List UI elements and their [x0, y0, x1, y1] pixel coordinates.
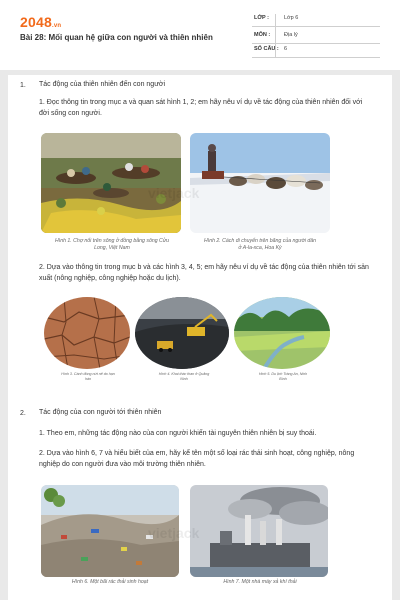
logo-text: 2048 [20, 14, 52, 30]
subject-value: Địa lý [284, 32, 298, 38]
page-header [0, 0, 400, 70]
fig2-dog-sled-photo [190, 133, 330, 233]
section1-heading: Tác động của thiên nhiên đến con người [39, 81, 166, 88]
meta-question-count [252, 45, 380, 58]
section1-question1: 1. Đọc thông tin trong mục a và quan sát hình 1, 2; em hãy nêu ví dụ về tác động của thiên nhiên đối với đời sống con người. [39, 99, 363, 117]
site-logo[interactable] [20, 14, 61, 30]
meta-subject [252, 31, 380, 44]
section1-number: 1. [20, 82, 26, 89]
section2-number: 2. [20, 410, 26, 417]
grade-label: LỚP : [254, 15, 269, 21]
watermark-2: vietjack [148, 525, 200, 541]
fig4-coal-mining-photo [135, 297, 229, 369]
watermark: vietjack [148, 185, 200, 201]
fig3-cracked-earth-photo [44, 297, 130, 369]
meta-grade [252, 14, 380, 27]
fig7-caption: Hình 7. Một nhà máy xả khí thải [223, 579, 297, 585]
question-count-label: SỐ CÂU : [254, 46, 279, 52]
fig5-caption: Hình 5. Du lịch Tràng An, Ninh Bình [258, 372, 308, 381]
fig2-caption: Hình 2. Cách di chuyển trên băng của người dân ở A-la-xca, Hoa Kỳ [204, 238, 316, 252]
logo-suffix: .vn [51, 23, 62, 29]
section2-heading: Tác động của con người tới thiên nhiên [39, 409, 162, 416]
subject-label: MÔN : [254, 32, 271, 38]
section2-question1: 1. Theo em, những tác động nào của con người khiến tài nguyên thiên nhiên bị suy thoái. [39, 430, 317, 437]
section1-question2: 2. Dựa vào thông tin trong mục b và các hình 3, 4, 5; em hãy nêu ví dụ về tác động của thiên nhiên tới sản xuất (nông nghiệp, công nghiệp hoặc du lịch). [39, 264, 369, 282]
fig1-floating-market-photo [41, 133, 181, 233]
fig4-caption: Hình 4. Khai thác than ở Quảng Ninh [158, 372, 210, 381]
fig5-trang-an-photo [234, 297, 330, 369]
question-count-value: 6 [284, 46, 288, 52]
section2-question2: 2. Dựa vào hình 6, 7 và hiểu biết của em, hãy kể tên một số loại rác thải sinh hoạt, công nghiệp, nông nghiệp do con người đưa vào môi trường thiên nhiên. [39, 450, 355, 468]
worksheet-paper [8, 75, 392, 600]
fig7-factory-emissions-photo [190, 485, 328, 577]
fig3-caption: Hình 3. Cánh đồng nứt nẻ do hạn hán [61, 372, 115, 381]
fig6-caption: Hình 6. Một bãi rác thải sinh hoạt [71, 579, 149, 585]
grade-value: Lớp 6 [284, 15, 299, 21]
lesson-title: Bài 28: Mối quan hệ giữa con người và thiên nhiên [20, 33, 213, 42]
fig1-caption: Hình 1. Chợ nổi trên sông ở đồng bằng sông Cửu Long, Việt Nam [55, 238, 169, 252]
